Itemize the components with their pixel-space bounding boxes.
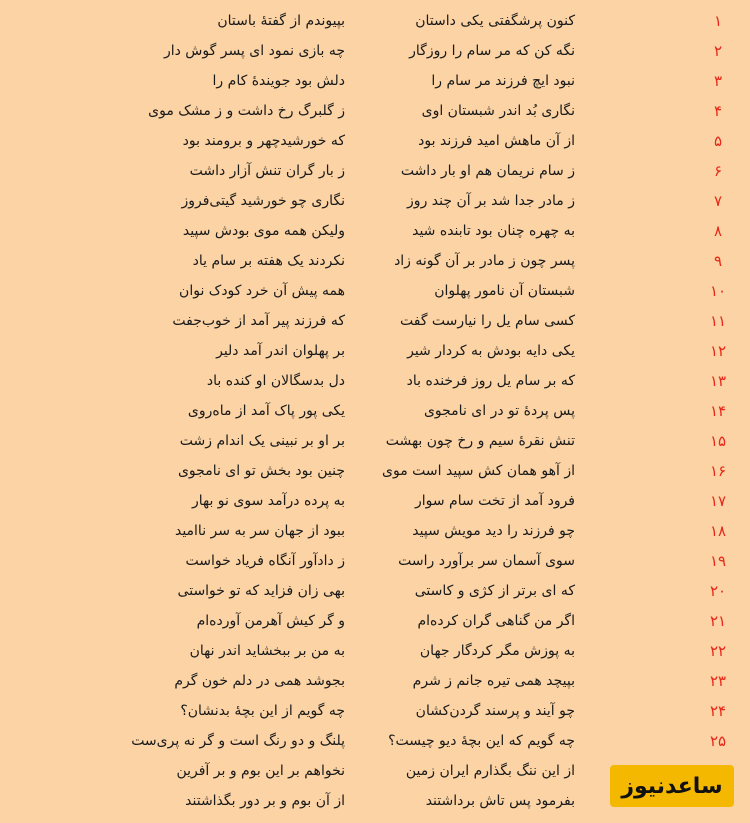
first-hemistich: نگه کن که مر سام را روزگار: [409, 43, 575, 59]
verse-number: ۲۲: [709, 642, 727, 660]
verse-row: [0, 6, 750, 36]
verse-number: ۱۵: [709, 432, 727, 450]
first-hemistich: که ای برتر از کژی و کاستی: [414, 583, 575, 599]
verse-row: [0, 546, 750, 576]
second-hemistich: یکی پور پاک آمد از ماه‌روی: [187, 403, 345, 419]
first-hemistich: چو آیند و پرسند گردن‌کشان: [415, 703, 575, 719]
second-hemistich: به من بر ببخشاید اندر نهان: [189, 643, 345, 659]
first-hemistich: تنش نقرهٔ سیم و رخ چون بهشت: [385, 433, 575, 449]
first-hemistich: اگر من گناهی گران کرده‌ام: [417, 613, 575, 629]
verse-row: [0, 246, 750, 276]
first-hemistich: بفرمود پس تاش برداشتند: [425, 793, 575, 809]
second-hemistich: نگاری چو خورشید گیتی‌فروز: [181, 193, 345, 209]
verse-number: ۲: [713, 42, 723, 60]
verse-number: ۱۲: [709, 342, 727, 360]
verse-row: [0, 456, 750, 486]
first-hemistich: ز سام نریمان هم او بار داشت: [400, 163, 575, 179]
first-hemistich: نگاری بُد اندر شبستان اوی: [421, 103, 575, 119]
second-hemistich: ز بار گران تنش آزار داشت: [189, 163, 345, 179]
verse-number: ۴: [713, 102, 723, 120]
second-hemistich: و گر کیش آهرمن آورده‌ام: [196, 613, 345, 629]
second-hemistich: پلنگ و دو رنگ است و گر نه پری‌ست: [131, 733, 345, 749]
verse-number: ۱۷: [709, 492, 727, 510]
first-hemistich: از این ننگ بگذارم ایران زمین: [405, 763, 575, 779]
second-hemistich: چه گویم از این بچهٔ بدنشان؟: [180, 703, 345, 719]
verse-number: ۱۹: [709, 552, 727, 570]
second-hemistich: چنین بود بخش تو ای نامجوی: [177, 463, 345, 479]
verse-number: ۹: [713, 252, 723, 270]
verse-number: ۱۴: [709, 402, 727, 420]
verse-number: ۲۱: [709, 612, 727, 630]
second-hemistich: دل بدسگالان او کنده باد: [206, 373, 345, 389]
verse-number: ۲۴: [709, 702, 727, 720]
verse-row: [0, 696, 750, 726]
verse-row: [0, 276, 750, 306]
verse-row: [0, 576, 750, 606]
second-hemistich: ببود از جهان سر به سر ناامید: [174, 523, 345, 539]
verse-row: [0, 306, 750, 336]
second-hemistich: بهی زان فزاید که تو خواستی: [177, 583, 345, 599]
verse-number: ۳: [713, 72, 723, 90]
verse-row: [0, 366, 750, 396]
second-hemistich: چه بازی نمود ای پسر گوش دار: [163, 43, 345, 59]
first-hemistich: ز مادر جدا شد بر آن چند روز: [407, 193, 575, 209]
verse-number: ۲۰: [709, 582, 727, 600]
verse-number: ۱۸: [709, 522, 727, 540]
verse-number: ۲۳: [709, 672, 727, 690]
second-hemistich: نکردند یک هفته بر سام یاد: [192, 253, 345, 269]
verse-number: ۷: [713, 192, 723, 210]
verse-row: [0, 186, 750, 216]
second-hemistich: بپیوندم از گفتهٔ باستان: [217, 13, 345, 29]
poem-table: [0, 6, 750, 816]
second-hemistich: ولیکن همه موی بودش سپید: [182, 223, 345, 239]
verse-row: [0, 156, 750, 186]
verse-row: [0, 516, 750, 546]
verse-row: [0, 636, 750, 666]
first-hemistich: که بر سام یل روز فرخنده باد: [406, 373, 575, 389]
second-hemistich: که فرزند پیر آمد از خوب‌جفت: [172, 313, 345, 329]
first-hemistich: کسی سام یل را نیارست گفت: [399, 313, 575, 329]
verse-row: [0, 216, 750, 246]
second-hemistich: دلش بود جویندهٔ کام را: [212, 73, 345, 89]
first-hemistich: پسر چون ز مادر بر آن گونه زاد: [394, 253, 575, 269]
second-hemistich: به پرده درآمد سوی نو بهار: [191, 493, 345, 509]
verse-number: ۸: [713, 222, 723, 240]
first-hemistich: شبستان آن نامور پهلوان: [434, 283, 575, 299]
second-hemistich: از آن بوم و بر دور بگذاشتند: [185, 793, 345, 809]
verse-number: ۱۰: [709, 282, 727, 300]
verse-row: [0, 126, 750, 156]
logo-text: ساعدنیوز: [621, 773, 723, 799]
verse-number: ۱۱: [709, 312, 727, 330]
first-hemistich: از آن ماهش امید فرزند بود: [418, 133, 575, 149]
verse-row: [0, 396, 750, 426]
second-hemistich: بر پهلوان اندر آمد دلیر: [216, 343, 345, 359]
second-hemistich: ز گلبرگ رخ داشت و ز مشک موی: [148, 103, 345, 119]
verse-number: ۲۵: [709, 732, 727, 750]
first-hemistich: یکی دایه بودش به کردار شیر: [407, 343, 575, 359]
verse-row: [0, 426, 750, 456]
second-hemistich: همه پیش آن خرد کودک نوان: [179, 283, 345, 299]
verse-row: [0, 336, 750, 366]
verse-number: ۱۳: [709, 372, 727, 390]
verse-row: [0, 606, 750, 636]
first-hemistich: کنون پرشگفتی یکی داستان: [415, 13, 575, 29]
second-hemistich: که خورشیدچهر و برومند بود: [182, 133, 345, 149]
verse-number: ۵: [713, 132, 723, 150]
first-hemistich: فرود آمد از تخت سام سوار: [414, 493, 575, 509]
first-hemistich: به چهره چنان بود تابنده شید: [412, 223, 575, 239]
second-hemistich: بر او بر نبینی یک اندام زشت: [179, 433, 345, 449]
second-hemistich: نخواهم بر این بوم و بر آفرین: [176, 763, 345, 779]
second-hemistich: ز دادآور آنگاه فریاد خواست: [185, 553, 345, 569]
verse-row: [0, 66, 750, 96]
verse-row: [0, 36, 750, 66]
first-hemistich: به پوزش مگر کردگار جهان: [419, 643, 575, 659]
first-hemistich: بپیچد همی تیره جانم ز شرم: [412, 673, 575, 689]
verse-row: [0, 666, 750, 696]
verse-number: ۱۶: [709, 462, 727, 480]
verse-row: [0, 96, 750, 126]
verse-row: [0, 486, 750, 516]
saednews-logo: [610, 765, 734, 807]
second-hemistich: بجوشد همی در دلم خون گرم: [174, 673, 345, 689]
first-hemistich: نبود ایچ فرزند مر سام را: [431, 73, 575, 89]
first-hemistich: چو فرزند را دید مویش سپید: [412, 523, 575, 539]
verse-number: ۶: [713, 162, 723, 180]
first-hemistich: پس پردهٔ تو در ای نامجوی: [423, 403, 575, 419]
first-hemistich: از آهو همان کش سپید است موی: [382, 463, 575, 479]
verse-number: ۱: [713, 12, 723, 30]
first-hemistich: چه گویم که این بچهٔ دیو چیست؟: [388, 733, 575, 749]
first-hemistich: سوی آسمان سر برآورد راست: [398, 553, 575, 569]
verse-row: [0, 726, 750, 756]
